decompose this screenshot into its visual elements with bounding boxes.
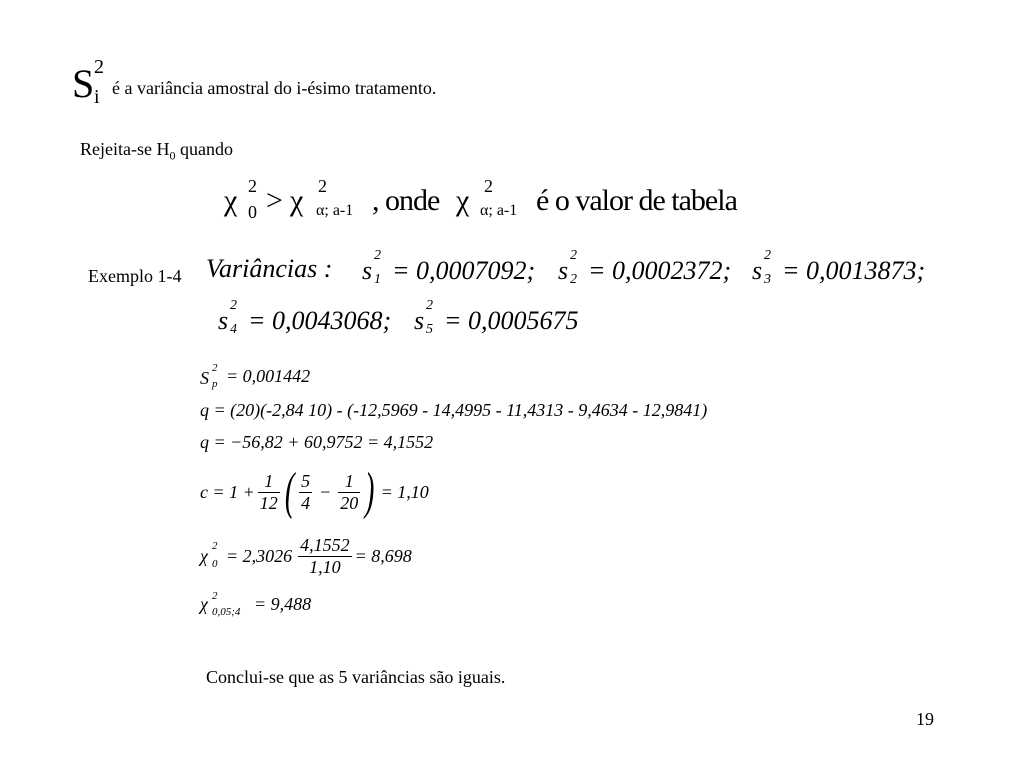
chi-square-table-value: χ 2 0,05;4 = 9,488 — [200, 590, 312, 618]
chi-square-statistic: χ 2 0 = 2,3026 $\frac{4,1552}{1,10}$ = 8,698 — [200, 534, 412, 577]
definition-line — [72, 56, 437, 108]
reject-line: Rejeita-se $H_0$ quando — [80, 139, 233, 163]
example-label: Exemplo 1-4 — [88, 266, 182, 286]
pooled-variance: S 2 p = 0,001442 — [200, 362, 311, 390]
critical-formula: χ 2 0 > χ 2 α; a-1 , onde χ 2 α; a-1 é o valor de tabela — [224, 176, 737, 222]
fraction-1-12: $\frac{1}{12}$ — [259, 470, 278, 513]
left-paren: ( — [284, 463, 295, 520]
q-result: q = −56,82 + 60,9752 = 4,1552 — [200, 432, 434, 452]
variances-line-2: s 2 4 = 0,0043068; s 2 5 = 0,0005675 — [218, 298, 579, 337]
conclusion: Conclui-se que as 5 variâncias são iguais. — [206, 667, 506, 687]
variance-symbol: S 2 i — [72, 56, 104, 108]
right-paren: ) — [365, 463, 375, 520]
q-formula: q = (20)(-2,84 10) - (-12,5969 - 14,4995 - 11,4313 - 9,4634 - 12,9841) — [200, 400, 708, 420]
c-formula: c = 1 + $\frac{1}{12}$ ( $\frac{5}{4}$ − $\frac{1}{20}$ ) = 1,10 — [200, 463, 429, 520]
page-number: 19 — [916, 709, 934, 729]
variances-line-1: Variâncias : s 2 1 = 0,0007092; s 2 2 = 0,0002372; s 2 3 = 0,0013873; — [206, 248, 926, 287]
fraction-q-c: $\frac{4,1552}{1,10}$ — [300, 534, 350, 577]
fraction-5-4: $\frac{5}{4}$ — [301, 470, 311, 513]
definition-text: é a variância amostral do i-ésimo tratamento. — [112, 78, 437, 98]
fraction-1-20: $\frac{1}{20}$ — [340, 470, 359, 513]
